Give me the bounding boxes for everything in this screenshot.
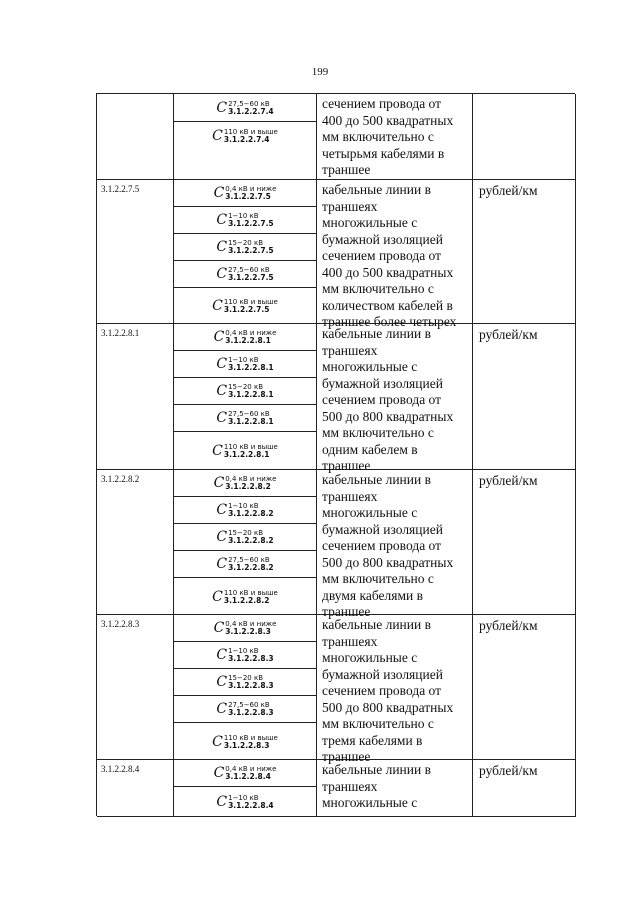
code-cell: 3.1.2.2.7.5 [97, 180, 174, 323]
code-cell: 3.1.2.2.8.1 [97, 324, 174, 469]
tariff-table [96, 93, 575, 816]
formula-subcell [174, 378, 316, 405]
code-cell: 3.1.2.2.8.4 [97, 760, 174, 816]
formula-subcell [174, 324, 316, 351]
formula: C 1−10 кВ 3.1.2.2.8.3 [216, 647, 274, 663]
formula-subcell [174, 723, 316, 760]
formula-subcell [174, 551, 316, 578]
formula: C 0,4 кВ и ниже 3.1.2.2.8.2 [213, 475, 277, 491]
unit-cell: рублей/км [473, 760, 576, 816]
unit-cell: рублей/км [473, 180, 576, 323]
formula-subcell [174, 234, 316, 261]
formula-subcell [174, 642, 316, 669]
formula-subcell [174, 261, 316, 288]
formula-cell [174, 324, 317, 469]
formula: C 15−20 кВ 3.1.2.2.8.3 [216, 674, 274, 690]
description-text: кабельные линии в траншеях многожильные с бумажной изоляцией сечением провода от 500 до 800 квадратных мм включительно с тремя кабелями в траншее [322, 617, 454, 764]
formula: C 0,4 кВ и ниже 3.1.2.2.8.3 [213, 620, 277, 636]
unit-cell: рублей/км [473, 324, 576, 469]
table-row [97, 324, 576, 473]
description-cell [317, 470, 473, 619]
description-cell [317, 615, 473, 764]
formula-subcell [174, 524, 316, 551]
formula: C 27,5−60 кВ 3.1.2.2.8.3 [216, 701, 274, 717]
formula-subcell [174, 578, 316, 615]
formula: C 110 кВ и выше 3.1.2.2.8.3 [212, 733, 278, 750]
unit-cell: рублей/км [473, 615, 576, 759]
formula: C 0,4 кВ и ниже 3.1.2.2.8.4 [213, 765, 277, 781]
table-row [97, 470, 576, 619]
formula-subcell [174, 615, 316, 642]
formula-subcell [174, 760, 316, 787]
formula: C 0,4 кВ и ниже 3.1.2.2.7.5 [213, 185, 277, 201]
formula: C 110 кВ и выше 3.1.2.2.7.5 [212, 298, 278, 314]
formula: C 1−10 кВ 3.1.2.2.8.1 [216, 356, 274, 372]
page-number: 199 [311, 66, 329, 78]
formula-subcell [174, 470, 316, 497]
formula-subcell [174, 696, 316, 723]
description-cell [317, 324, 473, 473]
formula-subcell [174, 669, 316, 696]
description-text: сечением провода от 400 до 500 квадратных мм включительно с четырьмя кабелями в траншее [322, 96, 454, 177]
table-row [97, 180, 576, 329]
formula-cell [174, 94, 317, 179]
formula-subcell [174, 351, 316, 378]
formula: C 110 кВ и выше 3.1.2.2.8.1 [212, 443, 278, 459]
unit-cell: рублей/км [473, 470, 576, 614]
description-text: кабельные линии в траншеях многожильные с бумажной изоляцией сечением провода от 400 до 500 квадратных мм включительно с количеством кабелей в траншее более четырех [322, 182, 457, 329]
code-cell: 3.1.2.2.8.3 [97, 615, 174, 759]
formula: C 0,4 кВ и ниже 3.1.2.2.8.1 [213, 329, 277, 345]
description-cell [317, 760, 473, 816]
formula-cell [174, 470, 317, 614]
table-row [97, 760, 576, 817]
formula-subcell [174, 405, 316, 432]
formula: C 15−20 кВ 3.1.2.2.8.1 [216, 383, 274, 399]
formula: C 110 кВ и выше 3.1.2.2.8.2 [212, 588, 278, 605]
formula: C 1−10 кВ 3.1.2.2.8.2 [216, 502, 274, 518]
formula: C 1−10 кВ 3.1.2.2.8.4 [216, 794, 274, 810]
formula-subcell [174, 497, 316, 524]
formula: C 15−20 кВ 3.1.2.2.7.5 [216, 239, 274, 255]
formula: C 110 кВ и выше 3.1.2.2.7.4 [212, 128, 278, 144]
formula-subcell [174, 180, 316, 207]
formula-subcell [174, 122, 316, 150]
formula: C 27,5−60 кВ 3.1.2.2.7.4 [216, 99, 274, 116]
formula-cell [174, 180, 317, 323]
table-row [97, 94, 576, 180]
formula-cell [174, 760, 317, 816]
code-cell: 3.1.2.2.8.2 [97, 470, 174, 614]
formula-subcell [174, 288, 316, 324]
description-text: кабельные линии в траншеях многожильные с бумажной изоляцией сечением провода от 500 до 800 квадратных мм включительно с одним кабелем в траншее [322, 326, 454, 473]
description-text: кабельные линии в траншеях многожильные с [322, 762, 431, 810]
description-cell [317, 180, 473, 329]
formula: C 27,5−60 кВ 3.1.2.2.8.1 [216, 410, 274, 426]
formula-subcell [174, 432, 316, 470]
formula: C 15−20 кВ 3.1.2.2.8.2 [216, 529, 274, 545]
formula-cell [174, 615, 317, 759]
unit-cell [473, 94, 576, 179]
formula: C 1−10 кВ 3.1.2.2.7.5 [216, 212, 274, 228]
formula-subcell [174, 94, 316, 122]
description-text: кабельные линии в траншеях многожильные с бумажной изоляцией сечением провода от 500 до 800 квадратных мм включительно с двумя кабелями в траншее [322, 472, 454, 619]
formula-subcell [174, 207, 316, 234]
formula-subcell [174, 787, 316, 817]
code-cell [97, 94, 174, 179]
formula: C 27,5−60 кВ 3.1.2.2.8.2 [216, 556, 274, 572]
table-row [97, 615, 576, 764]
description-cell [317, 94, 473, 179]
formula: C 27,5−60 кВ 3.1.2.2.7.5 [216, 266, 274, 282]
